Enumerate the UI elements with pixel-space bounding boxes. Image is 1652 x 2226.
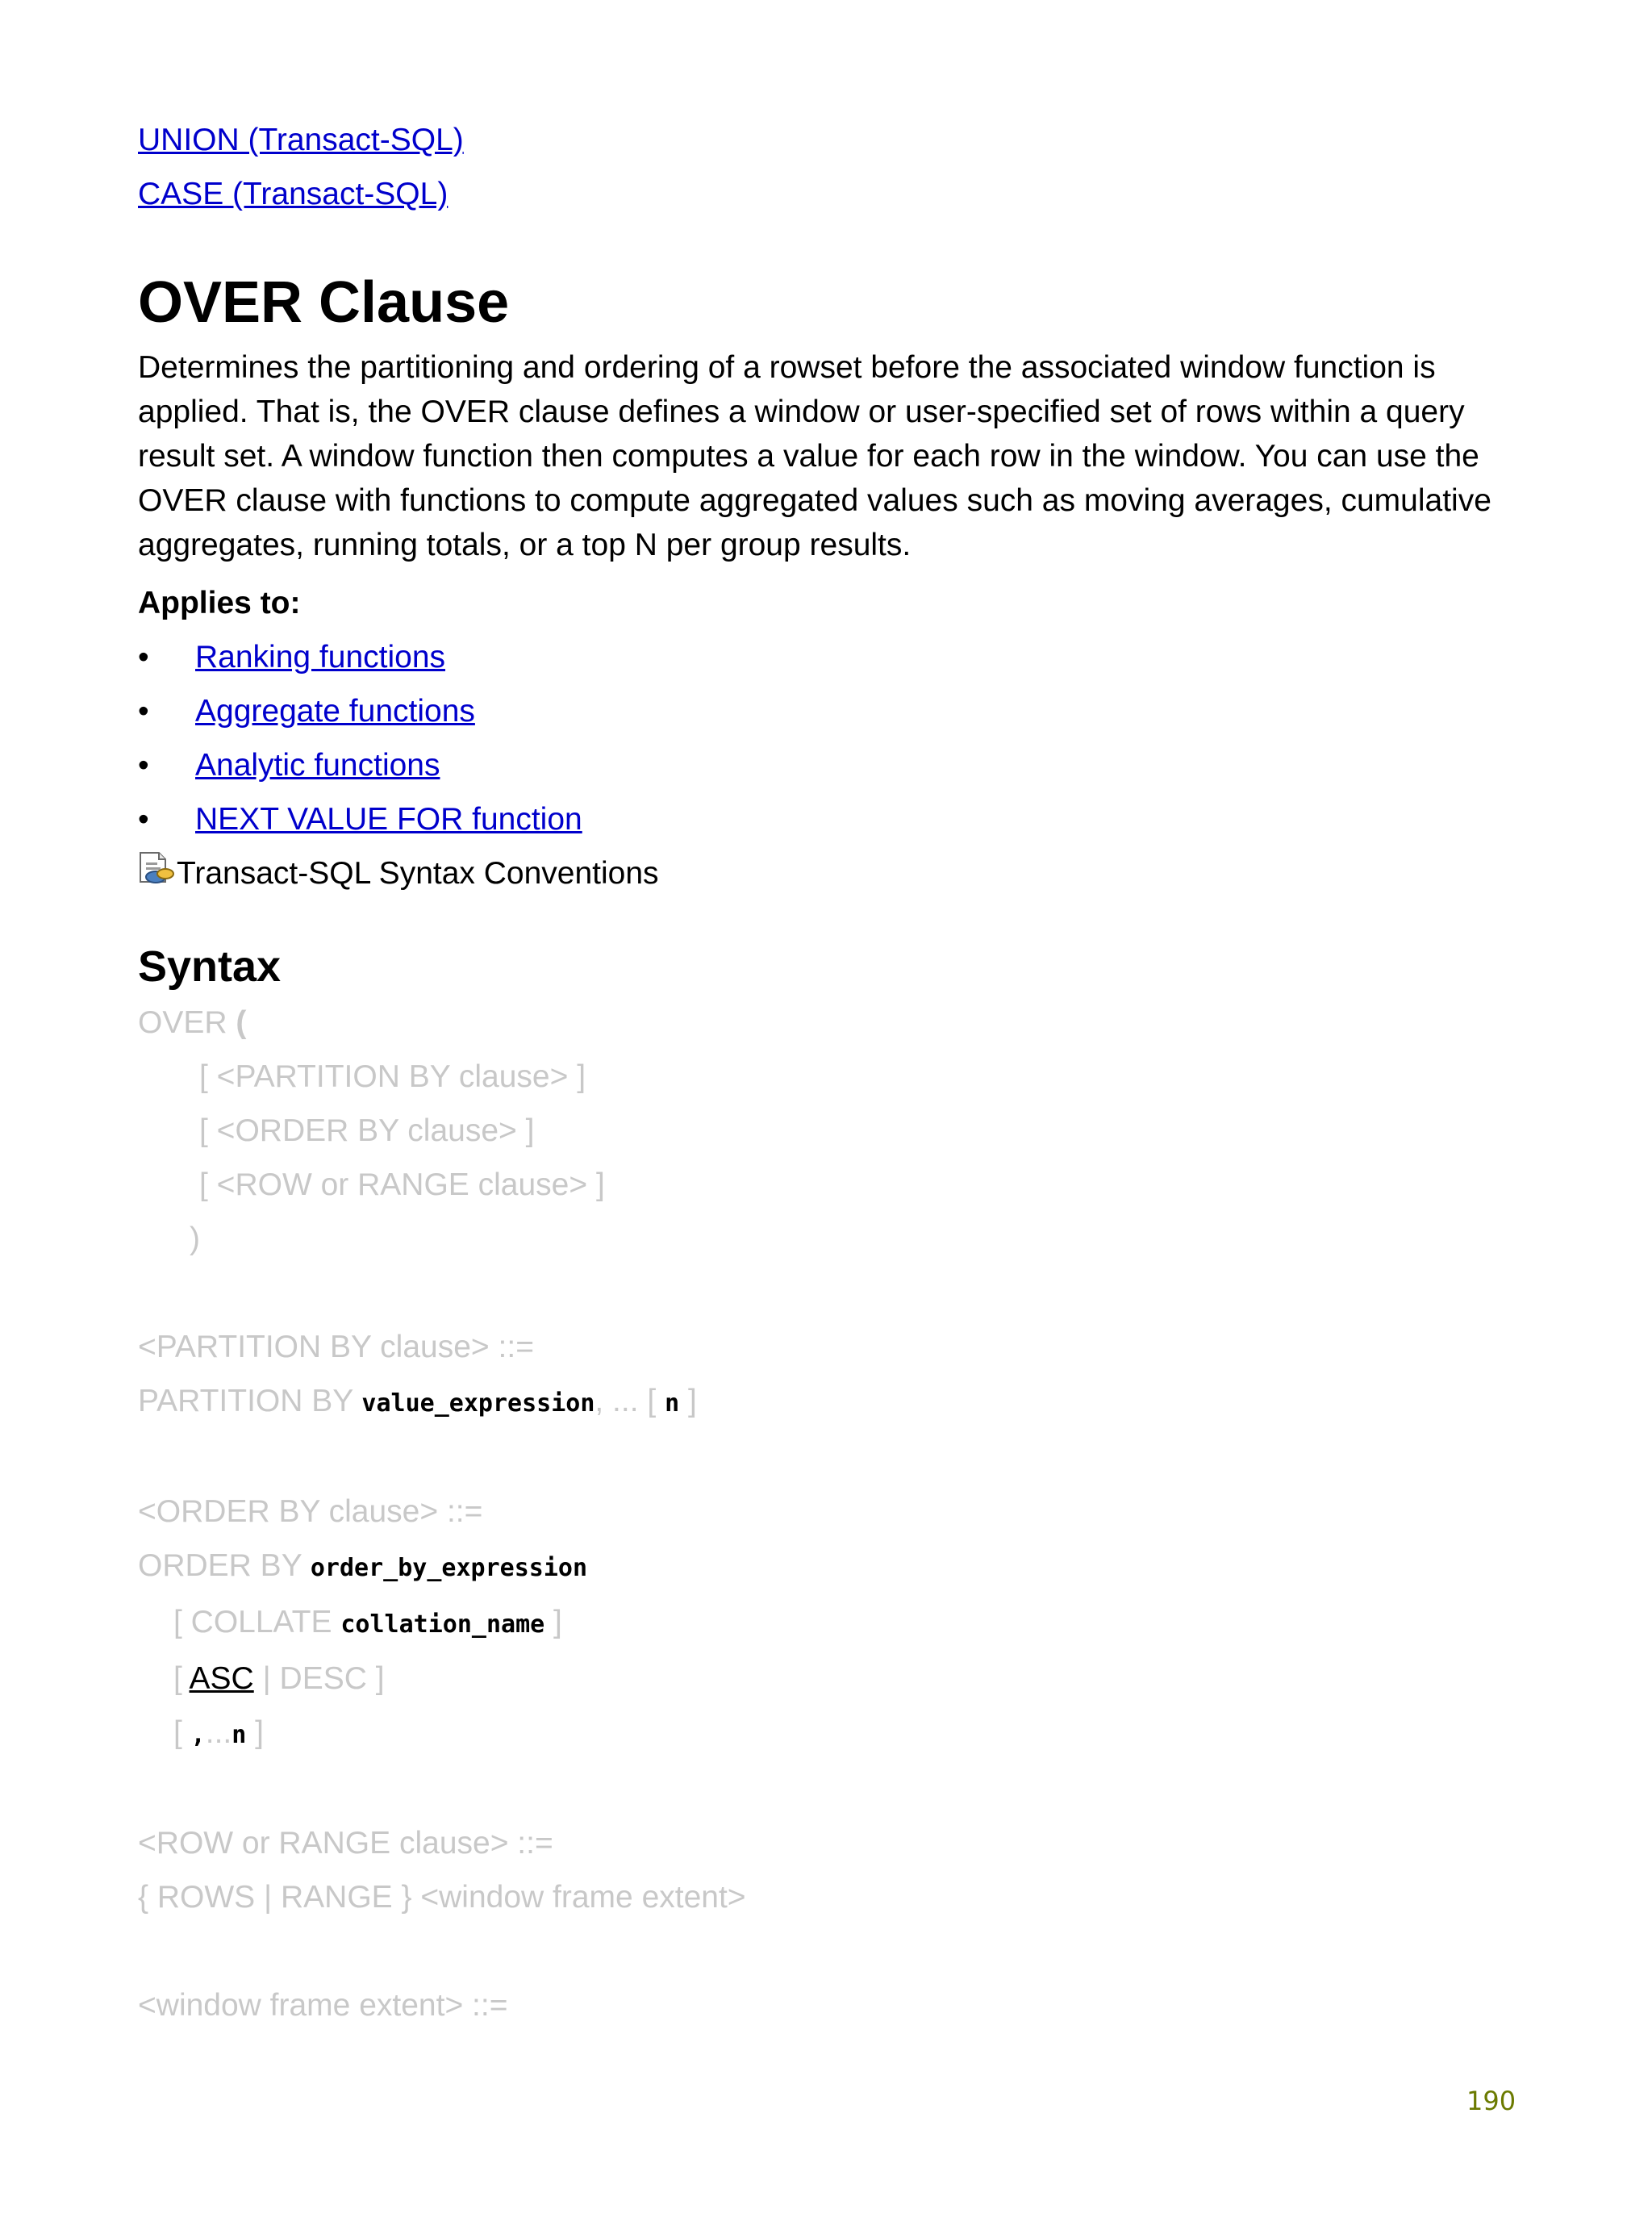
syntax-rows-range-line: { ROWS | RANGE } <window frame extent> [138, 1880, 746, 1915]
link-ranking-functions[interactable]: Ranking functions [195, 640, 446, 674]
document-page [138, 113, 1525, 2032]
syntax-partition-close: ] [679, 1384, 697, 1418]
syntax-asc-desc-line [138, 1652, 1525, 1706]
list-item [138, 792, 1525, 846]
syntax-repeat-open: [ [173, 1715, 191, 1750]
list-item [138, 684, 1525, 738]
syntax-close-paren: ) [190, 1222, 200, 1256]
link-analytic-functions[interactable]: Analytic functions [195, 748, 440, 783]
list-item [138, 738, 1525, 792]
list-item [138, 630, 1525, 684]
syntax-frame-definition: <window frame extent> ::= [138, 1988, 508, 2023]
syntax-repeat-close: ] [246, 1715, 264, 1750]
syntax-conventions-text: Transact-SQL Syntax Conventions [177, 856, 659, 891]
applies-to-list [138, 630, 1525, 846]
syntax-order-definition: <ORDER BY clause> ::= [138, 1494, 483, 1529]
syntax-over-line [138, 996, 1525, 1050]
syntax-over-keyword: OVER [138, 1005, 236, 1040]
bullet-icon: • [138, 694, 149, 729]
syntax-open-paren: ( [236, 1005, 247, 1040]
syntax-repeat-n: n [232, 1721, 247, 1749]
syntax-order-line [138, 1539, 1525, 1595]
link-aggregate-functions[interactable]: Aggregate functions [195, 694, 475, 729]
syntax-partition-definition: <PARTITION BY clause> ::= [138, 1330, 534, 1364]
link-case[interactable]: CASE (Transact-SQL) [138, 177, 448, 211]
syntax-repeat-line [138, 1706, 1525, 1762]
syntax-conventions-row [138, 846, 1525, 900]
syntax-order-option: [ <ORDER BY clause> ] [199, 1113, 535, 1148]
bullet-icon: • [138, 802, 149, 837]
syntax-row-definition: <ROW or RANGE clause> ::= [138, 1826, 553, 1861]
syntax-heading: Syntax [138, 942, 282, 991]
syntax-repeat-dots: ... [205, 1715, 232, 1750]
link-document-icon [138, 850, 177, 888]
page-number: 190 [1466, 2086, 1516, 2116]
syntax-partition-option: [ <PARTITION BY clause> ] [199, 1059, 586, 1094]
link-union[interactable]: UNION (Transact-SQL) [138, 123, 464, 157]
syntax-repeat-comma: , [190, 1721, 206, 1749]
applies-to-label: Applies to: [138, 586, 301, 620]
page-title: OVER Clause [138, 270, 510, 335]
syntax-desc-option: | DESC ] [253, 1661, 385, 1696]
description-paragraph: Determines the partitioning and ordering of a rowset before the associated window function is applied. That is, the OVER clause defines a window or user-specified set of rows within a query result set. A window function then computes a value for each row in the window. You can use the OVER clause with functions to compute aggregated values such as moving averages, cumulative aggregates, running totals, or a top N per group results. [138, 350, 1491, 562]
syntax-asc-default: ASC [189, 1661, 254, 1696]
link-next-value-for[interactable]: NEXT VALUE FOR function [195, 802, 582, 837]
syntax-collate-close: ] [544, 1605, 562, 1639]
syntax-collation-name: collation_name [340, 1610, 545, 1639]
syntax-row-option: [ <ROW or RANGE clause> ] [199, 1167, 605, 1202]
syntax-collate-keyword: [ COLLATE [173, 1605, 341, 1639]
syntax-collate-line [138, 1595, 1525, 1652]
syntax-order-keyword: ORDER BY [138, 1548, 311, 1583]
syntax-partition-keyword: PARTITION BY [138, 1384, 362, 1418]
syntax-partition-line [138, 1374, 1525, 1430]
syntax-value-expression: value_expression [361, 1389, 595, 1418]
syntax-partition-n: n [665, 1389, 680, 1418]
bullet-icon: • [138, 748, 149, 783]
bullet-icon: • [138, 640, 149, 674]
syntax-asc-open: [ [173, 1661, 190, 1696]
syntax-partition-tail: , ... [ [594, 1384, 665, 1418]
syntax-order-by-expression: order_by_expression [310, 1554, 588, 1582]
